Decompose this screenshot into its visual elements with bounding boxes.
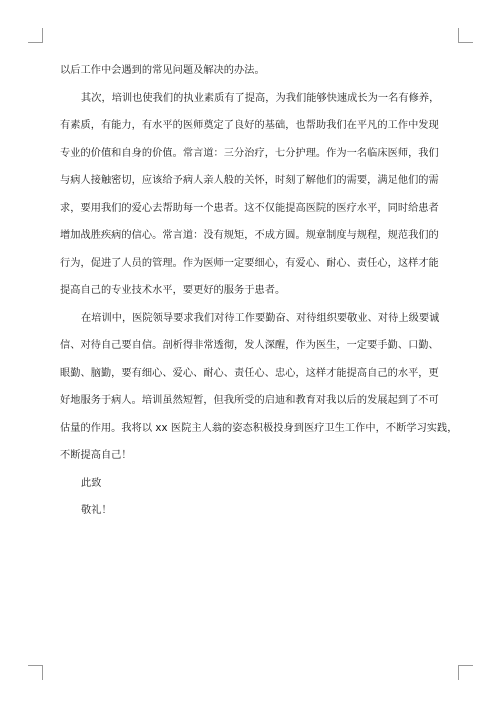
- body-line: 估量的作用。我将以 xx 医院主人翁的姿态积极投身到医疗卫生工作中，不断学习实践，: [60, 422, 458, 434]
- body-line: 提高自己的专业技术水平，要更好的服务于患者。: [60, 285, 286, 296]
- crop-mark-bottom-left: [28, 665, 43, 680]
- closing-regards: 敬礼！: [81, 505, 112, 516]
- body-line: 好地服务于病人。培训虽然短暂，但我所受的启迪和教育对我以后的发展起到了不可: [60, 395, 439, 406]
- body-line: 求，要用我们的爱心去帮助每一个患者。这不仅能提高医院的医疗水平，同时给患者: [60, 202, 439, 214]
- body-line: 行为，促进了人员的管理。作为医师一定要细心，有爱心、耐心、责任心，这样才能: [60, 257, 439, 269]
- body-line: 眼勤、脑勤，要有细心、爱心、耐心、责任心、忠心，这样才能提高自己的水平，更: [60, 367, 439, 379]
- body-line: 与病人接触密切，应该给予病人亲人般的关怀，时刻了解他们的需要，满足他们的需: [60, 175, 439, 186]
- document-body: [60, 65, 458, 533]
- body-line: 以后工作中会遇到的常见问题及解决的办法。: [60, 65, 265, 76]
- paragraph-start-line: 其次，培训也使我们的执业素质有了提高，为我们能够快速成长为一名有修养，: [81, 92, 440, 104]
- paragraph-start-line: 在培训中，医院领导要求我们对待工作要勤奋、对待组织要敬业、对待上级要诚: [81, 312, 440, 324]
- crop-mark-top-right: [458, 28, 473, 43]
- crop-mark-bottom-right: [458, 665, 473, 680]
- closing-salutation: 此致: [81, 477, 102, 489]
- body-line: 有素质，有能力，有水平的医师奠定了良好的基础，也帮助我们在平凡的工作中发现: [60, 120, 439, 131]
- body-line: 增加战胜疾病的信心。常言道：没有规矩，不成方圆。规章制度与规程，规范我们的: [60, 230, 439, 241]
- body-line: 信、对待自己要自信。剖析得非常透彻，发人深醒，作为医生，一定要手勤、口勤、: [60, 340, 439, 351]
- crop-mark-top-left: [28, 28, 43, 43]
- body-line: 专业的价值和自身的价值。常言道：三分治疗，七分护理。作为一名临床医师，我们: [60, 147, 439, 159]
- body-line: 不断提高自己！: [60, 450, 132, 461]
